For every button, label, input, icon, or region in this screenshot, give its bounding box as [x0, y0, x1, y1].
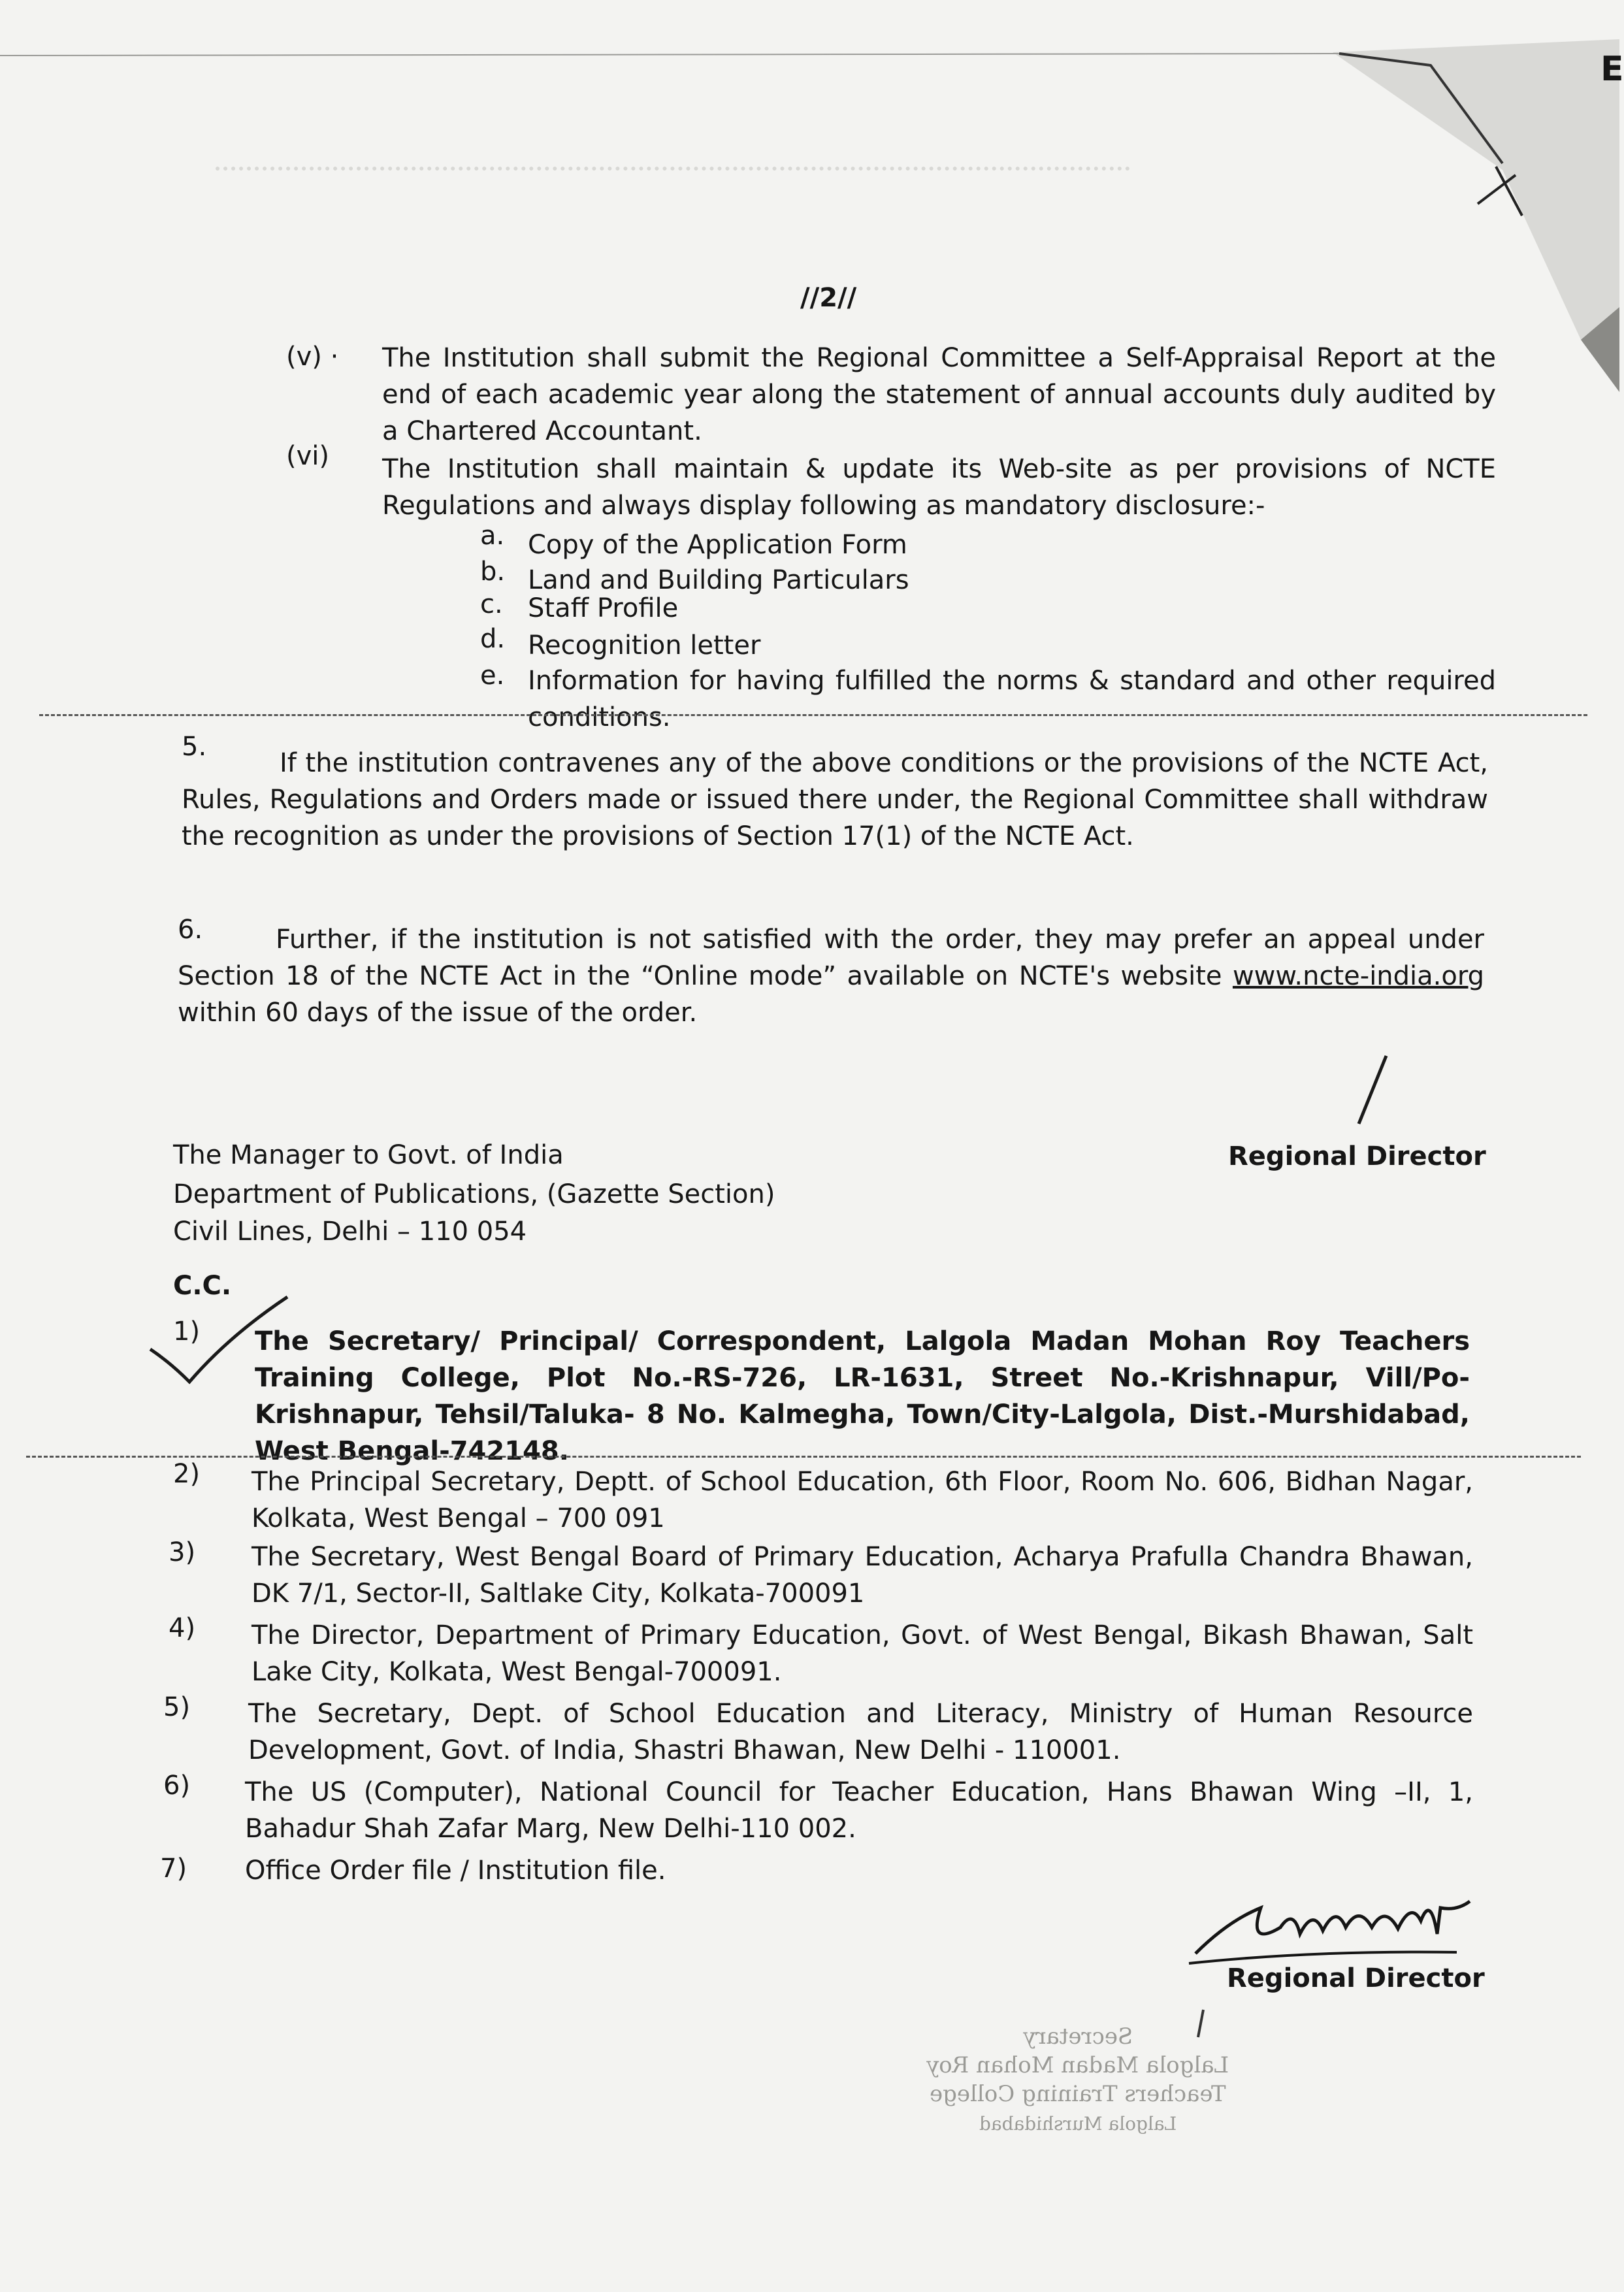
- paragraph-6-text-end: within 60 days of the issue of the order.: [178, 998, 698, 1028]
- disclosure-item: Recognition letter: [528, 630, 761, 661]
- disclosure-item: Copy of the Application Form: [528, 530, 907, 560]
- cc-number: 3): [169, 1537, 196, 1567]
- disclosure-label: d.: [480, 624, 506, 654]
- condition-label: (v) ·: [286, 342, 339, 372]
- paragraph-6-text: Further, if the institution is not satisfied with the order, they may prefer an appeal under Section 18 of the NCTE Act in the “Online mode” available on NCTE's website: [178, 925, 1484, 991]
- condition-label: (vi): [286, 441, 329, 471]
- cc-item: The Secretary, Dept. of School Education and Literacy, Ministry of Human Resource Development, Govt. of India, Shastri Bhawan, New Delhi - 110001.: [248, 1699, 1473, 1765]
- cc-number: 5): [163, 1692, 191, 1722]
- cc-number: 1): [173, 1317, 201, 1347]
- cc-number: 6): [163, 1771, 191, 1801]
- cc-item: The Director, Department of Primary Education, Govt. of West Bengal, Bikash Bhawan, Salt Lake City, Kolkata, West Bengal-700091.: [252, 1620, 1473, 1687]
- disclosure-label: a.: [480, 521, 505, 551]
- bleed-through-header: [216, 167, 1130, 197]
- signature-tick: [1346, 1052, 1398, 1130]
- paragraph-5: If the institution contravenes any of the above conditions or the provisions of the NCTE Act, Rules, Regulations and Orders made or issued there under, the Regional Committee shall withdraw the recognition as under the provisions of Section 17(1) of the NCTE Act.: [182, 748, 1488, 851]
- paragraph-6: [178, 921, 1484, 1031]
- bleed-through-stamp: [875, 2022, 1280, 2138]
- corner-mark: E: [1600, 50, 1624, 89]
- disclosure-label: b.: [480, 557, 506, 587]
- page-number: //2//: [800, 283, 857, 313]
- condition-text: The Institution shall maintain & update its Web-site as per provisions of NCTE Regulations and always display following as mandatory disclosure:-: [382, 454, 1496, 521]
- addressee-line: Department of Publications, (Gazette Section): [173, 1179, 775, 1209]
- divider-line: [26, 1456, 1581, 1458]
- website-link[interactable]: www.ncte-india.org: [1232, 961, 1484, 991]
- paragraph-number: 6.: [178, 915, 203, 945]
- cc-number: 4): [169, 1613, 196, 1643]
- addressee-line: Civil Lines, Delhi – 110 054: [173, 1217, 527, 1247]
- cc-number: 7): [160, 1854, 187, 1884]
- disclosure-item: Information for having fulfilled the norms & standard and other required conditions.: [528, 666, 1496, 732]
- stamp-line: Lalgola Murshidabad: [979, 2113, 1177, 2135]
- cc-heading: C.C.: [173, 1271, 232, 1301]
- disclosure-label: e.: [480, 661, 505, 691]
- cc-item: The Secretary/ Principal/ Correspondent, Lalgola Madan Mohan Roy Teachers Training College, Plot No.-RS-726, LR-1631, Street No.-Krishnapur, Vill/Po-Krishnapur, Tehsil/Taluka- 8 No. Kalmegha, Town/City-Lalgola, Dist.-Murshidabad, West Bengal-742148.: [255, 1326, 1470, 1466]
- stamp-line: Teachers Training College: [930, 2081, 1226, 2107]
- cc-item: The Principal Secretary, Deptt. of School Education, 6th Floor, Room No. 606, Bidhan Nagar, Kolkata, West Bengal – 700 091: [252, 1467, 1473, 1533]
- cc-item: The US (Computer), National Council for Teacher Education, Hans Bhawan Wing –II, 1, Bahadur Shah Zafar Marg, New Delhi-110 002.: [245, 1777, 1473, 1844]
- handwritten-signature: [1182, 1882, 1483, 1973]
- cc-item: Office Order file / Institution file.: [245, 1856, 666, 1886]
- stamp-line: Lalgola Madan Mohan Roy: [926, 2052, 1229, 2078]
- cc-item: The Secretary, West Bengal Board of Primary Education, Acharya Prafulla Chandra Bhawan, DK 7/1, Sector-II, Saltlake City, Kolkata-700091: [252, 1542, 1473, 1609]
- disclosure-item: Land and Building Particulars: [528, 565, 909, 595]
- cc-number: 2): [173, 1459, 201, 1489]
- disclosure-label: c.: [480, 589, 503, 619]
- signatory-title: Regional Director: [1227, 1963, 1485, 1993]
- stamp-line: Secretary: [1022, 2023, 1133, 2050]
- divider-line: [39, 714, 1587, 716]
- disclosure-item: Staff Profile: [528, 593, 679, 623]
- paragraph-number: 5.: [182, 732, 207, 762]
- condition-text: The Institution shall submit the Regional Committee a Self-Appraisal Report at the end of each academic year along the statement of annual accounts duly audited by a Chartered Accountant.: [382, 343, 1496, 446]
- addressee-line: The Manager to Govt. of India: [173, 1140, 564, 1170]
- signatory-title: Regional Director: [1228, 1141, 1486, 1171]
